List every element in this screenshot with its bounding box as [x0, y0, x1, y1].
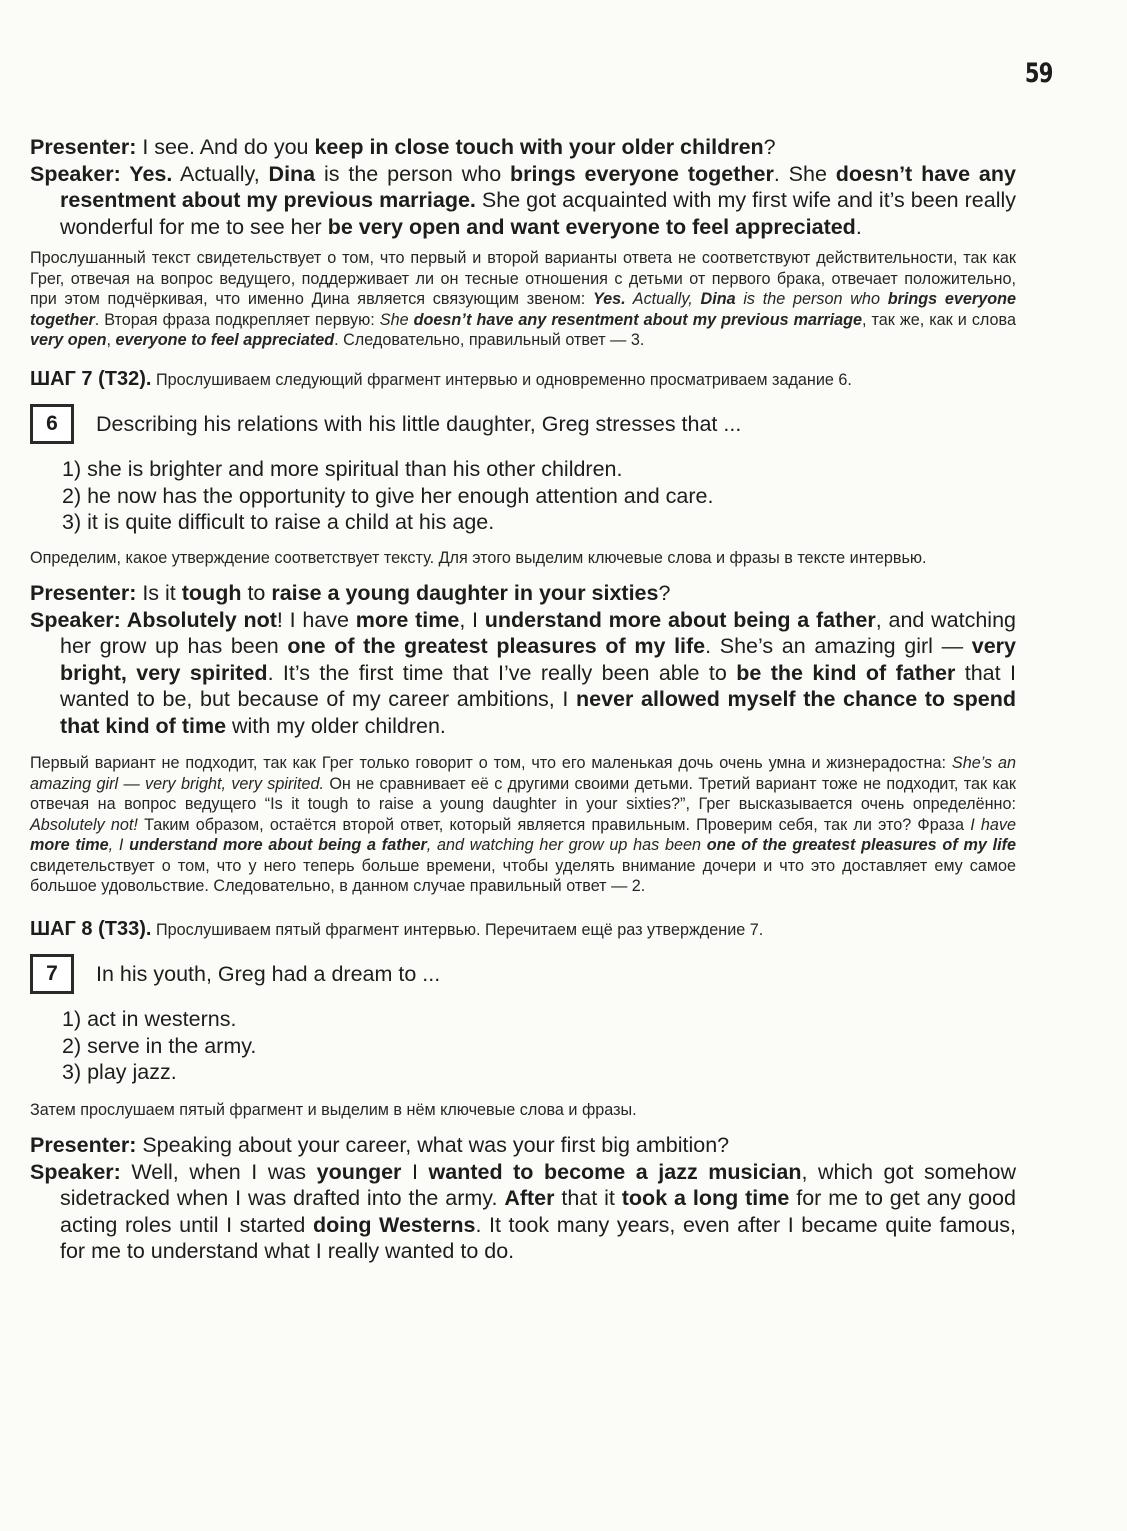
key-phrase: very bright, very spirited: [60, 634, 1017, 685]
key-phrase: Dina: [700, 290, 736, 308]
text-run: that it: [554, 1186, 622, 1210]
step-title: ШАГ 8 (Т33).: [30, 917, 152, 940]
page-number: 59: [1025, 58, 1053, 89]
key-phrase: Yes.: [592, 290, 626, 308]
text-run: Actually,: [172, 161, 269, 186]
key-phrase: brings everyone together: [30, 290, 1016, 329]
explanation-1: [30, 248, 1016, 351]
key-phrase: never allowed myself the chance to spend that kind of time: [60, 687, 1016, 738]
key-phrase: After: [504, 1186, 555, 1210]
key-phrase: more time: [355, 607, 460, 632]
key-phrase: keep in close touch with your older children: [314, 135, 764, 159]
text-run: ,: [106, 331, 116, 349]
speaker-label: Speaker:: [30, 161, 121, 186]
task-6: [30, 404, 1016, 444]
text-run: She got acquainted with my first wife and it’s been really wonderful for me to see her: [60, 188, 1017, 239]
option-item: 1) act in westerns.: [62, 1007, 237, 1031]
text-run: Он не сравнивает её с другими своими детьми. Третий вариант тоже не подходит, так как отвечая на вопрос ведущего “Is it tough to raise a young daughter in your sixties?”, Грег высказывается очень определённо:: [30, 774, 1016, 813]
text-run: ! I have: [276, 607, 356, 632]
speaker-line: [30, 161, 1016, 241]
text-run: to: [241, 581, 272, 605]
speaker-label: Speaker:: [30, 607, 121, 632]
text-run: . It took many years, even after I became quite famous, for me to understand what I really wanted to do.: [60, 1212, 1017, 1263]
quote-run: Absolutely not!: [30, 815, 138, 834]
key-phrase: very open: [30, 331, 107, 349]
text-run: I: [401, 1159, 429, 1184]
text-run: Well, when I was: [120, 1159, 317, 1184]
dialogue-block-2: [30, 580, 1016, 739]
task-statement: In his youth, Greg had a dream to ...: [96, 961, 441, 986]
quote-run: Actually,: [625, 290, 701, 308]
key-phrase: Yes.: [120, 161, 173, 186]
task-number-box: 7: [30, 954, 74, 994]
text-run: I see. And do you: [136, 135, 315, 159]
key-phrase: doesn’t have any resentment about my previous marriage.: [60, 161, 1016, 212]
text-run: Таким образом, остаётся второй ответ, который является правильным. Проверим себя, так ли это? Фраза: [137, 815, 971, 834]
speaker-label: Presenter:: [30, 1133, 137, 1157]
text-run: . It’s the first time that I’ve really been able to: [267, 660, 737, 685]
speaker-label: Presenter:: [30, 581, 137, 605]
step-7-heading: [30, 369, 1016, 391]
text-run: is the person who: [315, 161, 510, 186]
text-run: . Следовательно, правильный ответ — 3.: [334, 331, 645, 349]
text-run: . She’s an amazing girl —: [705, 634, 972, 658]
key-phrase: Absolutely not: [120, 607, 277, 632]
text-run: , and watching her grow up has been: [60, 607, 1016, 658]
text-run: .: [855, 214, 862, 239]
text-run: ?: [763, 135, 776, 159]
key-phrase: doesn’t have any resentment about my previous marriage: [413, 310, 862, 329]
key-phrase: tough: [181, 581, 242, 605]
option-item: 3) it is quite difficult to raise a child at his age.: [62, 510, 495, 534]
key-phrase: understand more about being a father: [484, 607, 876, 632]
dialogue-block-3: [30, 1132, 1016, 1265]
explanation-2: [30, 753, 1016, 897]
key-phrase: be very open and want everyone to feel appreciated: [327, 214, 856, 239]
text-run: . She: [773, 161, 836, 186]
task-statement: Describing his relations with his little daughter, Greg stresses that ...: [96, 411, 742, 436]
speaker-label: Speaker:: [30, 1159, 121, 1184]
key-phrase: wanted to become a jazz musician: [428, 1159, 802, 1184]
text-run: свидетельствует о том, что у него теперь больше времени, чтобы уделять внимание дочери и что это доставляет ему самое большое удовольствие. Следовательно, в данном случае правильный ответ — 2.: [30, 856, 1016, 895]
dialogue-block-1: [30, 134, 1016, 240]
text-run: , так же, как и слова: [862, 310, 1016, 329]
quote-run: I have: [970, 815, 1016, 834]
option-item: 1) she is brighter and more spiritual than his other children.: [62, 457, 623, 481]
text-run: for me to get any good acting roles until I started: [60, 1186, 1016, 1237]
step-8-heading: [30, 919, 1016, 941]
key-phrase: took a long time: [621, 1186, 790, 1210]
speaker-line: [30, 1159, 1016, 1265]
task-number-box: 6: [30, 404, 74, 444]
text-run: ?: [658, 581, 671, 605]
task-6-options: [30, 456, 1016, 536]
text-run: Speaking about your career, what was your first big ambition?: [136, 1133, 730, 1157]
quote-run: , and watching her grow up has been: [426, 836, 707, 854]
quote-run: She: [379, 310, 414, 329]
text-run: . Вторая фраза подкрепляет первую:: [94, 310, 380, 329]
key-phrase: more time: [30, 836, 109, 854]
text-run: Прослушанный текст свидетельствует о том, что первый и второй варианты ответа не соответствуют действительности, так как Грег, отвечая на вопрос ведущего, поддерживает ли он тесные отношения с детьми от первого брака, отвечает положительно, при этом подчёркивая, что именно Дина является связующим звеном:: [30, 249, 1016, 308]
instruction-6: Определим, какое утверждение соответствует тексту. Для этого выделим ключевые слова и фразы в тексте интервью.: [30, 548, 927, 567]
step-title: ШАГ 7 (Т32).: [30, 367, 152, 390]
option-item: 2) he now has the opportunity to give her enough attention and care.: [62, 483, 714, 508]
key-phrase: raise a young daughter in your sixties: [271, 581, 659, 605]
key-phrase: one of the greatest pleasures of my life: [706, 836, 1016, 854]
key-phrase: younger: [316, 1159, 402, 1184]
text-run: , which got somehow sidetracked when I was drafted into the army.: [60, 1159, 1017, 1210]
presenter-line: [30, 134, 1016, 161]
key-phrase: everyone to feel appreciated: [115, 331, 335, 349]
step-text: Прослушиваем следующий фрагмент интервью и одновременно просматриваем задание 6.: [151, 370, 852, 389]
page-content: [30, 134, 1016, 1265]
step-text: Прослушиваем пятый фрагмент интервью. Перечитаем ещё раз утверждение 7.: [151, 920, 764, 939]
key-phrase: be the kind of father: [736, 660, 956, 685]
option-item: 2) serve in the army.: [62, 1033, 257, 1058]
quote-run: , I: [108, 836, 130, 854]
text-run: that I wanted to be, but because of my career ambitions, I: [60, 660, 1016, 711]
key-phrase: brings everyone together: [510, 161, 774, 186]
presenter-line: [30, 580, 1016, 607]
speaker-label: Presenter:: [30, 135, 137, 159]
option-item: 3) play jazz.: [62, 1060, 177, 1084]
quote-run: She’s an amazing girl — very bright, very spirited.: [30, 754, 1016, 793]
task-7-options: [30, 1006, 1016, 1086]
presenter-line: [30, 1132, 1016, 1159]
quote-run: is the person who: [735, 290, 888, 308]
task-7: [30, 954, 1016, 994]
key-phrase: one of the greatest pleasures of my life: [287, 634, 706, 658]
text-run: , I: [459, 607, 485, 632]
key-phrase: doing Westerns: [312, 1212, 476, 1237]
instruction-7: Затем прослушаем пятый фрагмент и выделим в нём ключевые слова и фразы.: [30, 1100, 637, 1119]
text-run: with my older children.: [226, 713, 446, 738]
key-phrase: understand more about being a father: [129, 836, 427, 854]
speaker-line: [30, 607, 1016, 740]
text-run: Первый вариант не подходит, так как Грег только говорит о том, что его маленькая дочь очень умна и жизнерадостна:: [30, 754, 952, 772]
text-run: Is it: [136, 581, 182, 605]
key-phrase: Dina: [268, 161, 316, 186]
